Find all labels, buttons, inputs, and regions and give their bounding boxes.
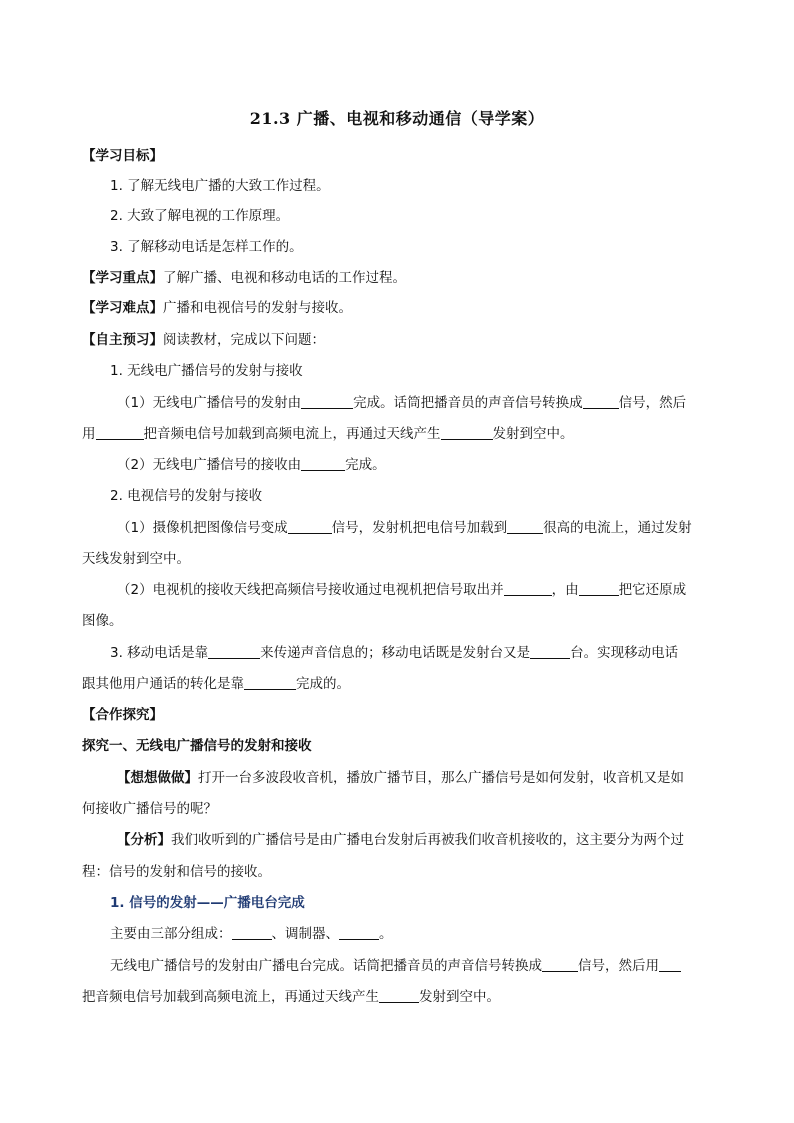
think-line-2: 何接收广播信号的呢？: [82, 801, 217, 817]
difficulty-label: 【学习难点】: [82, 300, 163, 316]
q1-1-text-f: 发射到空中。: [492, 426, 574, 442]
q2-1-line-2: 天线发射到空中。: [82, 551, 190, 567]
main-text-a: 主要由三部分组成：: [110, 926, 232, 942]
q2-2-text-a: （2）电视机的接收天线把高频信号接收通过电视机把信号取出并: [117, 582, 504, 598]
focus-label: 【学习重点】: [82, 270, 163, 286]
last-text-a: 无线电广播信号的发射由广播电台完成。话筒把播音员的声音信号转换成: [110, 958, 542, 974]
q3-line: [110, 643, 740, 663]
q3-text-a: 3. 移动电话是靠: [110, 645, 209, 661]
q1-2-text-a: （2）无线电广播信号的接收由: [117, 457, 302, 473]
answer-blank[interactable]: [542, 957, 578, 972]
difficulty-text: 广播和电视信号的发射与接收。: [163, 300, 352, 316]
focus-text: 了解广播、电视和移动电话的工作过程。: [163, 270, 406, 286]
q2-1-text-c: 很高的电流上，通过发射: [543, 520, 692, 536]
answer-blank[interactable]: [232, 925, 272, 940]
q1-1-line-2: [82, 424, 712, 444]
answer-blank[interactable]: [530, 644, 570, 659]
goal-item-3: 3. 了解移动电话是怎样工作的。: [110, 239, 303, 255]
q1-title: 1. 无线电广播信号的发射与接收: [110, 363, 303, 379]
main-text-b: 、调制器、: [271, 926, 339, 942]
answer-blank[interactable]: [504, 581, 552, 596]
goals-heading: 【学习目标】: [82, 148, 163, 164]
answer-blank[interactable]: [208, 644, 260, 659]
answer-blank[interactable]: [441, 425, 493, 440]
sub-heading-signal-emission: 1. 信号的发射——广播电台完成: [110, 895, 305, 911]
last-text-b: 信号，然后用: [578, 958, 659, 974]
q2-title: 2. 电视信号的发射与接收: [110, 488, 263, 504]
preview-label: 【自主预习】: [82, 332, 163, 348]
q2-2-line-2: 图像。: [82, 613, 123, 629]
difficulty-line: [82, 298, 712, 318]
analysis-label: 【分析】: [117, 832, 171, 848]
goal-item-2: 2. 大致了解电视的工作原理。: [110, 208, 290, 224]
q1-1-line: [117, 393, 747, 413]
answer-blank[interactable]: [301, 394, 353, 409]
q2-1-line: [117, 518, 747, 538]
answer-blank[interactable]: [339, 925, 379, 940]
answer-blank[interactable]: [659, 957, 681, 972]
page-title: 21.3 广播、电视和移动通信（导学案）: [249, 109, 545, 128]
q1-1-text-e: 把音频电信号加载到高频电流上，再通过天线产生: [143, 426, 441, 442]
think-line: [117, 768, 747, 788]
q1-1-text-b: 完成。话筒把播音员的声音信号转换成: [353, 395, 583, 411]
analysis-text-a: 我们收听到的广播信号是由广播电台发射后再被我们收音机接收的，这主要分为两个过: [171, 832, 684, 848]
answer-blank[interactable]: [579, 581, 619, 596]
q2-1-text-a: （1）摄像机把图像信号变成: [117, 520, 288, 536]
last-text-d: 发射到空中。: [419, 989, 500, 1005]
answer-blank[interactable]: [301, 456, 345, 471]
q2-2-text-c: 把它还原成: [618, 582, 687, 598]
analysis-line-2: 程：信号的发射和信号的接收。: [82, 864, 271, 880]
last-line-2: [82, 987, 712, 1007]
think-text-a: 打开一台多波段收音机，播放广播节目，那么广播信号是如何发射，收音机又是如: [198, 770, 684, 786]
q1-1-text-a: （1）无线电广播信号的发射由: [117, 395, 302, 411]
q2-2-text-b: ，由: [551, 582, 579, 598]
q1-1-text-d: 用: [82, 426, 96, 442]
last-text-c: 把音频电信号加载到高频电流上，再通过天线产生: [82, 989, 379, 1005]
q3-text-c: 台。实现移动电话: [570, 645, 679, 661]
last-line: [110, 956, 740, 976]
q3-text-e: 完成的。: [296, 676, 350, 692]
focus-line: [82, 268, 712, 288]
q1-2-text-b: 完成。: [345, 457, 386, 473]
q1-2-line: [117, 455, 747, 475]
answer-blank[interactable]: [96, 425, 144, 440]
think-label: 【想想做做】: [117, 770, 198, 786]
goal-item-1: 1. 了解无线电广播的大致工作过程。: [110, 178, 330, 194]
answer-blank[interactable]: [507, 519, 543, 534]
q1-1-text-c: 信号，然后: [618, 395, 687, 411]
q3-text-d: 跟其他用户通话的转化是靠: [82, 676, 244, 692]
answer-blank[interactable]: [379, 988, 419, 1003]
main-parts-line: [110, 924, 740, 944]
preview-text: 阅读教材，完成以下问题：: [163, 332, 325, 348]
coop-heading: 【合作探究】: [82, 707, 163, 723]
answer-blank[interactable]: [288, 519, 332, 534]
answer-blank[interactable]: [583, 394, 619, 409]
q2-2-line: [117, 580, 747, 600]
preview-line: [82, 330, 712, 350]
q3-line-2: [82, 674, 712, 694]
q3-text-b: 来传递声音信息的；移动电话既是发射台又是: [260, 645, 531, 661]
q2-1-text-b: 信号，发射机把电信号加载到: [331, 520, 508, 536]
main-text-c: 。: [379, 926, 393, 942]
analysis-line: [117, 830, 747, 850]
inquiry-1-heading: 探究一、无线电广播信号的发射和接收: [82, 738, 312, 754]
answer-blank[interactable]: [244, 675, 296, 690]
